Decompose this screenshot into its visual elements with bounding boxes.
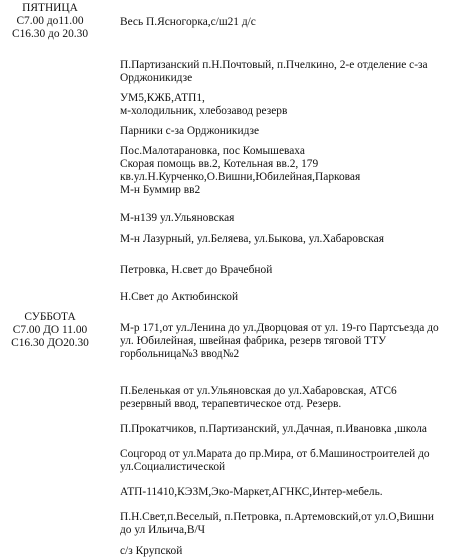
area-line: П.Прокатчиков, п.Партизанский, ул.Дачная, п.Ивановка ,школа (120, 423, 427, 435)
area-entry (120, 291, 472, 304)
area-line: АТП-11410,КЭЗМ,Эко-Маркет,АГНКС,Интер-мебель. (120, 486, 383, 498)
area-entry (120, 212, 472, 225)
area-line: Петровка, Н.свет до Врачебной (120, 264, 273, 276)
area-entry (120, 264, 472, 277)
area-entry (120, 385, 472, 411)
area-line: резервный ввод, терапевтическое отд. Резерв. (120, 398, 342, 410)
area-line: Орджоникидзе (120, 72, 193, 84)
area-entry (120, 423, 472, 436)
area-line: М-н Лазурный, ул.Беляева, ул.Быкова, ул.Хабаровская (120, 233, 384, 245)
area-line: Скорая помощь вв.2, Котельная вв.2, 179 (120, 158, 319, 170)
area-entry (120, 322, 472, 361)
saturday-schedule-label (0, 311, 100, 350)
area-entry (120, 16, 472, 29)
area-entry (120, 59, 472, 85)
friday-schedule-label (0, 2, 100, 41)
area-line: м-холодильник, хлебозавод резерв (120, 105, 288, 117)
area-entry (120, 92, 472, 118)
day-name: СУББОТА (24, 311, 76, 323)
area-line: Н.Свет до Актюбинской (120, 291, 239, 303)
area-line: Весь П.Ясногорка,с/ш21 д/с (120, 16, 256, 28)
day-name: ПЯТНИЦА (22, 2, 78, 14)
area-line: горбольница№3 ввод№2 (120, 348, 240, 360)
area-line: М-н139 ул.Ульяновская (120, 212, 235, 224)
area-entry (120, 448, 472, 474)
area-entry (120, 233, 472, 246)
area-entry (120, 125, 472, 138)
day-time-morning: С7.00 до11.00 (16, 15, 84, 27)
area-line: Парники с-за Орджоникидзе (120, 125, 260, 137)
area-line: Пос.Малотарановка, пос Комышеваха (120, 145, 305, 157)
area-line: ул. Юбилейная, швейная фабрика, резерв тяговой ТТУ (120, 335, 387, 347)
area-entry (120, 511, 472, 537)
area-line: ул.Социалистической (120, 461, 226, 473)
day-time-evening: С16.30 ДО20.30 (11, 337, 89, 349)
day-time-morning: С7.00 ДО 11.00 (12, 324, 88, 336)
area-line: кв.ул.Н.Курченко,О.Вишни,Юбилейная,Парковая (120, 171, 361, 183)
area-line: до ул Ильича,В/Ч (120, 524, 206, 536)
area-entry (120, 545, 472, 558)
day-time-evening: С16.30 до 20.30 (11, 28, 89, 40)
area-line: П.Н.Свет,п.Веселый, п.Петровка, п.Артемовский,от ул.О,Вишни (120, 511, 434, 523)
area-line: с/з Крупской (120, 545, 183, 557)
area-line: М-р 171,от ул.Ленина до ул.Дворцовая от ул. 19-го Партсъезда до (120, 322, 439, 334)
area-entry (120, 486, 472, 499)
area-line: Соцгород от ул.Марата до пр.Мира, от б.Машиностроителей до (120, 448, 430, 460)
area-line: УМ5,КЖБ,АТП1, (120, 92, 205, 104)
area-line: М-н Буммир вв2 (120, 184, 201, 196)
area-line: П.Партизанский п.Н.Почтовый, п.Пчелкино, 2-е отделение с-за (120, 59, 428, 71)
area-line: П.Беленькая от ул.Ульяновская до ул.Хабаровская, АТС6 (120, 385, 397, 397)
area-entry (120, 145, 472, 197)
